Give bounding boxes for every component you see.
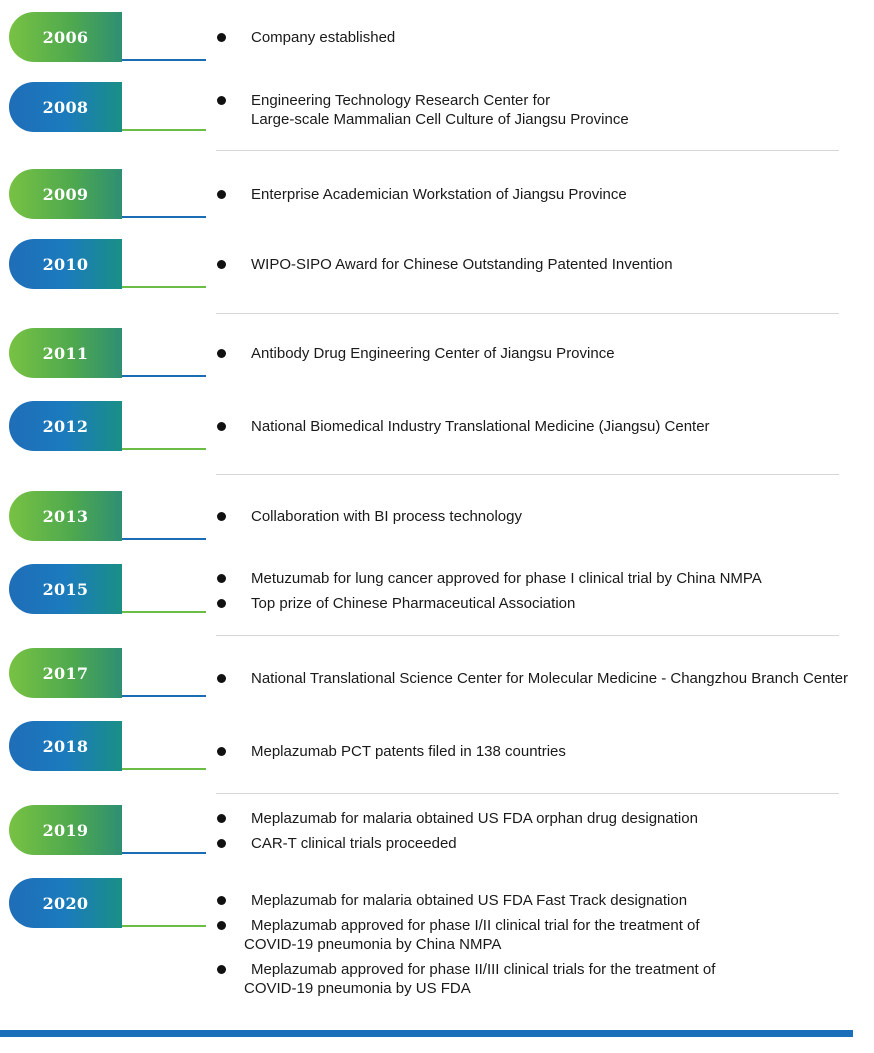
bullet-icon [217,921,226,930]
milestone-text: Meplazumab PCT patents filed in 138 countries [251,743,566,760]
milestone-text [244,916,700,935]
milestone-text: Enterprise Academician Workstation of Jiangsu Province [251,186,627,203]
year-underline [122,59,206,61]
year-underline [122,129,206,131]
year-underline [122,286,206,288]
milestone-text: National Biomedical Industry Translational Medicine (Jiangsu) Center [251,418,710,435]
bullet-icon [217,33,226,42]
year-underline [122,852,206,854]
milestone-text: Metuzumab for lung cancer approved for phase I clinical trial by China NMPA [251,570,762,587]
milestone-text: Collaboration with BI process technology [251,508,522,525]
milestone-text: Antibody Drug Engineering Center of Jiangsu Province [251,345,615,362]
year-badge-2009: 2009 [9,169,122,219]
milestone-line: Meplazumab approved for phase II/III clinical trials for the treatment of [251,961,716,978]
year-badge-2010: 2010 [9,239,122,289]
section-divider [216,635,839,636]
year-underline [122,448,206,450]
bullet-icon [217,896,226,905]
milestone-text: WIPO-SIPO Award for Chinese Outstanding Patented Invention [251,256,673,273]
year-underline [122,216,206,218]
milestone-text: Company established [251,29,396,46]
bullet-icon [217,599,226,608]
section-divider [216,474,839,475]
year-underline [122,538,206,540]
year-badge-2012: 2012 [9,401,122,451]
milestone-text-cont: COVID-19 pneumonia by US FDA [244,980,471,997]
milestone-text: Meplazumab for malaria obtained US FDA orphan drug designation [251,810,698,827]
footer-bar [0,1030,853,1037]
milestone-text: Engineering Technology Research Center for [251,92,551,109]
bullet-icon [217,512,226,521]
year-underline [122,611,206,613]
bullet-icon [217,747,226,756]
bullet-icon [217,814,226,823]
milestone-text: Top prize of Chinese Pharmaceutical Association [251,595,576,612]
milestone-text: Meplazumab for malaria obtained US FDA Fast Track designation [251,892,688,909]
section-divider [216,313,839,314]
milestone-text [244,960,715,979]
bullet-icon [217,349,226,358]
milestone-text-cont: COVID-19 pneumonia by China NMPA [244,936,502,953]
year-badge-2019: 2019 [9,805,122,855]
milestone-text: National Translational Science Center for Molecular Medicine - Changzhou Branch Center [251,670,848,687]
bullet-icon [217,965,226,974]
year-underline [122,695,206,697]
section-divider [216,793,839,794]
year-badge-2013: 2013 [9,491,122,541]
section-divider [216,150,839,151]
bullet-icon [217,260,226,269]
year-badge-2006: 2006 [9,12,122,62]
bullet-icon [217,574,226,583]
year-underline [122,768,206,770]
milestone-text-cont: Large-scale Mammalian Cell Culture of Jiangsu Province [251,111,629,128]
year-underline [122,925,206,927]
milestone-line: Meplazumab approved for phase I/II clinical trial for the treatment of [251,917,700,934]
year-badge-2018: 2018 [9,721,122,771]
bullet-icon [217,96,226,105]
year-underline [122,375,206,377]
bullet-icon [217,839,226,848]
year-badge-2015: 2015 [9,564,122,614]
year-badge-2020: 2020 [9,878,122,928]
year-badge-2008: 2008 [9,82,122,132]
bullet-icon [217,674,226,683]
bullet-icon [217,190,226,199]
milestone-text: CAR-T clinical trials proceeded [251,835,457,852]
year-badge-2017: 2017 [9,648,122,698]
year-badge-2011: 2011 [9,328,122,378]
bullet-icon [217,422,226,431]
